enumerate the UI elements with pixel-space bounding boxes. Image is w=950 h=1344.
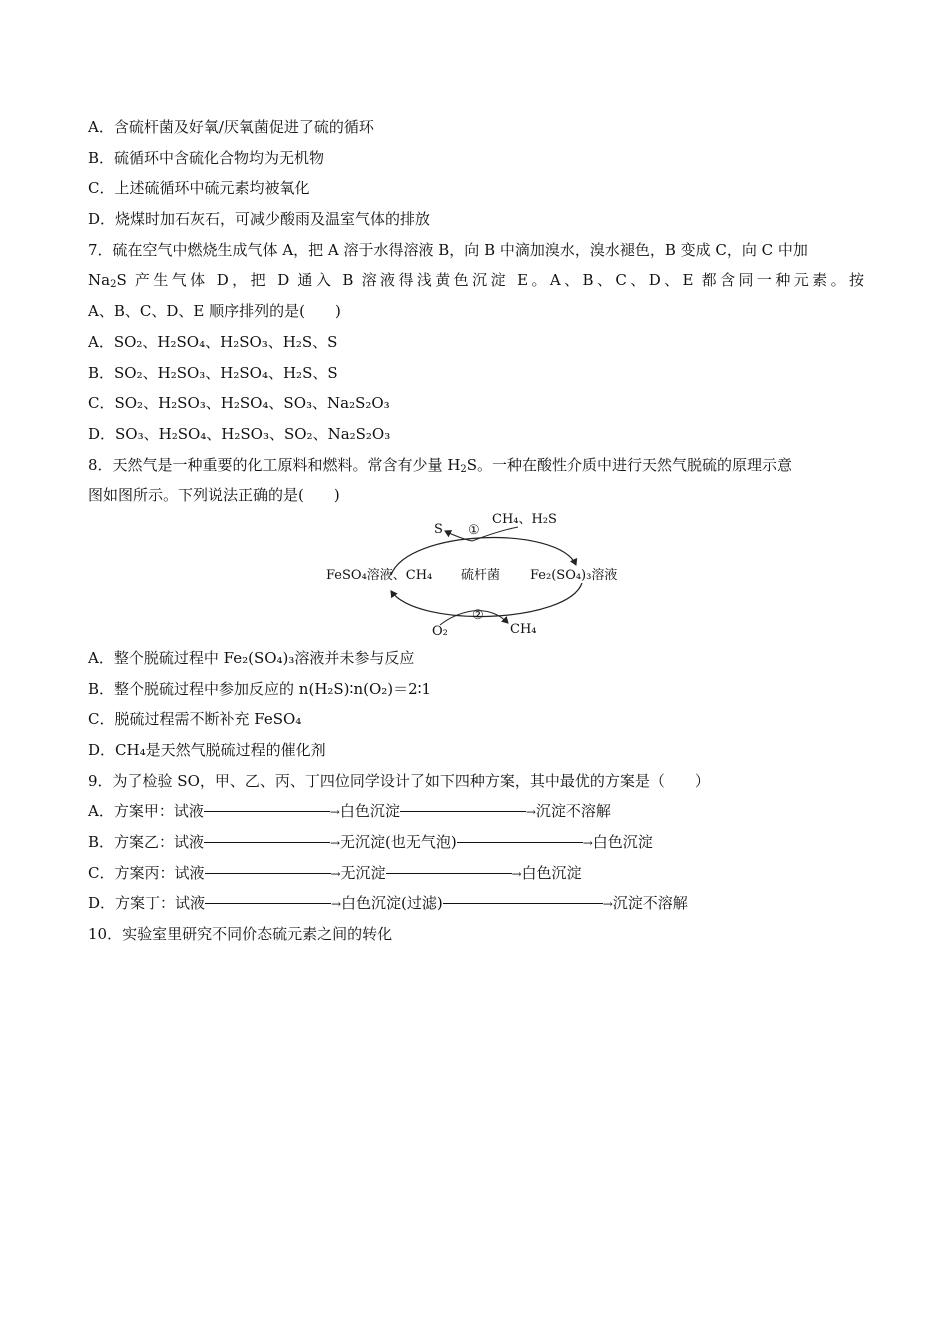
label-s: S <box>434 521 443 537</box>
q7-stem-line3: A、B、C、D、E 顺序排列的是( ) <box>88 302 341 321</box>
document-page <box>88 112 864 950</box>
q7-stem-line1: 7．硫在空气中燃烧生成气体 A，把 A 溶于水得溶液 B，向 B 中滴加溴水，溴水褪色，B 变成 C，向 C 中加 <box>88 240 808 259</box>
label-top-right: CH₄、H₂S <box>492 511 557 527</box>
reaction-arrow: → <box>400 805 536 819</box>
q8-option-a: A．整个脱硫过程中 Fe₂(SO₄)₃溶液并未参与反应 <box>88 648 415 667</box>
q9-option-a: A．方案甲：试液 → 白色沉淀 → 沉淀不溶解 <box>88 802 611 821</box>
q9-option-b: B．方案乙：试液 → 无沉淀(也无气泡) → 白色沉淀 <box>88 833 653 852</box>
label-ch4-bottom: CH₄ <box>510 621 537 637</box>
q7-option-a: A．SO₂、H₂SO₄、H₂SO₃、H₂S、S <box>88 332 338 351</box>
branch-in-o2 <box>440 611 472 625</box>
q8-stem-line1: 8．天然气是一种重要的化工原料和燃料。常含有少量 $H_2S$。一种在酸性介质中进行天然气脱硫的原理示意 <box>88 455 793 475</box>
label-right-fe2so43: Fe₂(SO₄)₃溶液 <box>530 567 618 583</box>
reaction-arrow: → <box>204 836 340 850</box>
reaction-arrow: → <box>457 836 593 850</box>
q7-stem-line2: $Na_2S$ 产生气体 D，把 D 通入 B 溶液得浅黄色沉淀 E。A、B、C、D、E 都含同一种元素。按 <box>88 271 864 291</box>
label-center-bacteria: 硫杆菌 <box>461 567 501 583</box>
label-circle-2: ② <box>472 607 484 623</box>
q10-stem: 10．实验室里研究不同价态硫元素之间的转化 <box>88 925 393 944</box>
reaction-arrow: → <box>204 805 340 819</box>
label-o2: O₂ <box>432 623 448 639</box>
q9-option-c: C．方案丙：试液 → 无沉淀 → 白色沉淀 <box>88 863 582 882</box>
q9-stem: 9．为了检验 SO，甲、乙、丙、丁四位同学设计了如下四种方案，其中最优的方案是（ ） <box>88 771 710 790</box>
q6-option-c: C．上述硫循环中硫元素均被氧化 <box>88 179 310 198</box>
label-left-feso4: FeSO₄溶液、CH₄ <box>326 567 433 583</box>
reaction-arrow: → <box>205 897 341 911</box>
q8-option-d: D．CH₄是天然气脱硫过程的催化剂 <box>88 741 326 759</box>
q6-option-b: B．硫循环中含硫化合物均为无机物 <box>88 148 325 167</box>
q6-option-d: D．烧煤时加石灰石，可减少酸雨及温室气体的排放 <box>88 210 431 229</box>
q7-option-c: C．SO₂、H₂SO₃、H₂SO₄、SO₃、Na₂S₂O₃ <box>88 394 390 413</box>
q8-option-c: C．脱硫过程需不断补充 FeSO₄ <box>88 710 302 729</box>
label-circle-1: ① <box>468 522 480 538</box>
q7-option-b: B．SO₂、H₂SO₃、H₂SO₄、H₂S、S <box>88 363 338 382</box>
reaction-arrow: → <box>205 867 341 881</box>
q8-stem-line2: 图如图所示。下列说法正确的是( ) <box>88 486 340 505</box>
q7-option-d: D．SO₃、H₂SO₄、H₂SO₃、SO₂、Na₂S₂O₃ <box>88 424 391 443</box>
desulfurization-diagram <box>88 511 864 643</box>
q9-option-d: D．方案丁：试液 → 白色沉淀(过滤) → 沉淀不溶解 <box>88 894 688 913</box>
q8-option-b: B．整个脱硫过程中参加反应的 n(H₂S)∶n(O₂)＝2∶1 <box>88 679 432 698</box>
reaction-arrow: → <box>443 897 613 911</box>
q6-option-a: A．含硫杆菌及好氧/厌氧菌促进了硫的循环 <box>88 118 374 136</box>
reaction-arrow: → <box>386 867 522 881</box>
